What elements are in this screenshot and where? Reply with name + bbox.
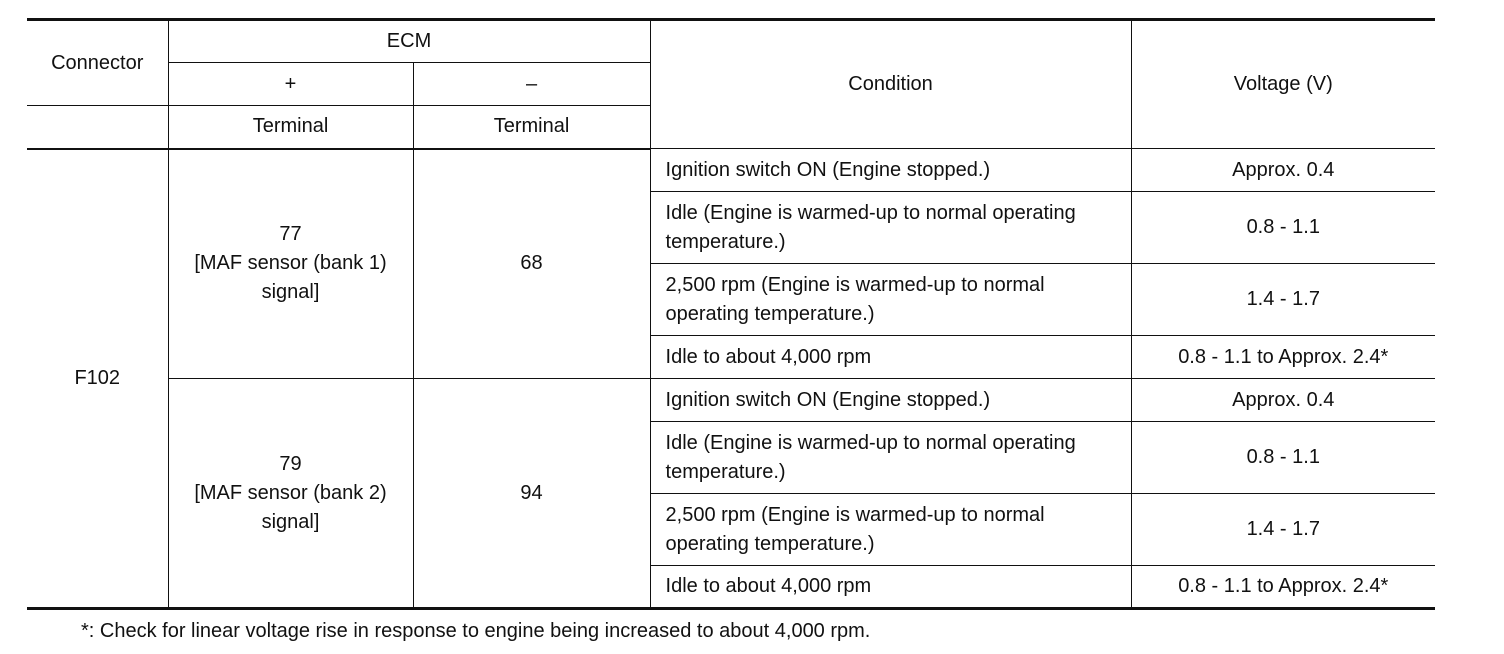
voltage-cell: 1.4 - 1.7	[1131, 264, 1435, 336]
voltage-cell: 0.8 - 1.1	[1131, 192, 1435, 264]
condition-cell: Ignition switch ON (Engine stopped.)	[650, 149, 1131, 192]
table-row	[27, 149, 1435, 192]
voltage-cell: 0.8 - 1.1	[1131, 422, 1435, 494]
ecm-header: ECM	[168, 20, 650, 63]
footnote: *: Check for linear voltage rise in response to engine being increased to about 4,000 rpm.	[81, 620, 871, 642]
minus-terminal-cell: 94	[413, 379, 650, 609]
terminal-description: [MAF sensor (bank 2)	[194, 481, 387, 504]
condition-cell: Idle to about 4,000 rpm	[650, 336, 1131, 379]
condition-cell: Idle (Engine is warmed-up to normal operating temperature.)	[650, 422, 1131, 494]
minus-header: –	[413, 63, 650, 106]
header-row-ecm	[27, 20, 1435, 63]
voltage-header: Voltage (V)	[1131, 20, 1435, 149]
minus-terminal-cell: 68	[413, 149, 650, 379]
table-row	[27, 379, 1435, 422]
plus-header: +	[168, 63, 413, 106]
terminal-number: 79	[279, 452, 302, 475]
plus-terminal-cell	[168, 379, 413, 609]
terminal-minus-header: Terminal	[413, 106, 650, 149]
condition-header: Condition	[650, 20, 1131, 149]
condition-cell: 2,500 rpm (Engine is warmed-up to normal operating temperature.)	[650, 494, 1131, 566]
condition-cell: 2,500 rpm (Engine is warmed-up to normal operating temperature.)	[650, 264, 1131, 336]
terminal-description: signal]	[261, 510, 320, 533]
voltage-cell: 0.8 - 1.1 to Approx. 2.4*	[1131, 336, 1435, 379]
connector-header-spacer	[27, 106, 168, 149]
condition-cell: Idle (Engine is warmed-up to normal operating temperature.)	[650, 192, 1131, 264]
voltage-cell: 1.4 - 1.7	[1131, 494, 1435, 566]
ecm-voltage-spec-table	[27, 18, 1435, 610]
plus-terminal-cell	[168, 149, 413, 379]
terminal-plus-header: Terminal	[168, 106, 413, 149]
terminal-number: 77	[279, 223, 302, 246]
condition-cell: Ignition switch ON (Engine stopped.)	[650, 379, 1131, 422]
condition-cell: Idle to about 4,000 rpm	[650, 566, 1131, 609]
connector-header: Connector	[27, 20, 168, 106]
terminal-description: [MAF sensor (bank 1)	[194, 252, 387, 275]
voltage-cell: Approx. 0.4	[1131, 149, 1435, 192]
terminal-description: signal]	[261, 281, 320, 304]
voltage-cell: 0.8 - 1.1 to Approx. 2.4*	[1131, 566, 1435, 609]
voltage-cell: Approx. 0.4	[1131, 379, 1435, 422]
connector-cell: F102	[27, 149, 168, 609]
